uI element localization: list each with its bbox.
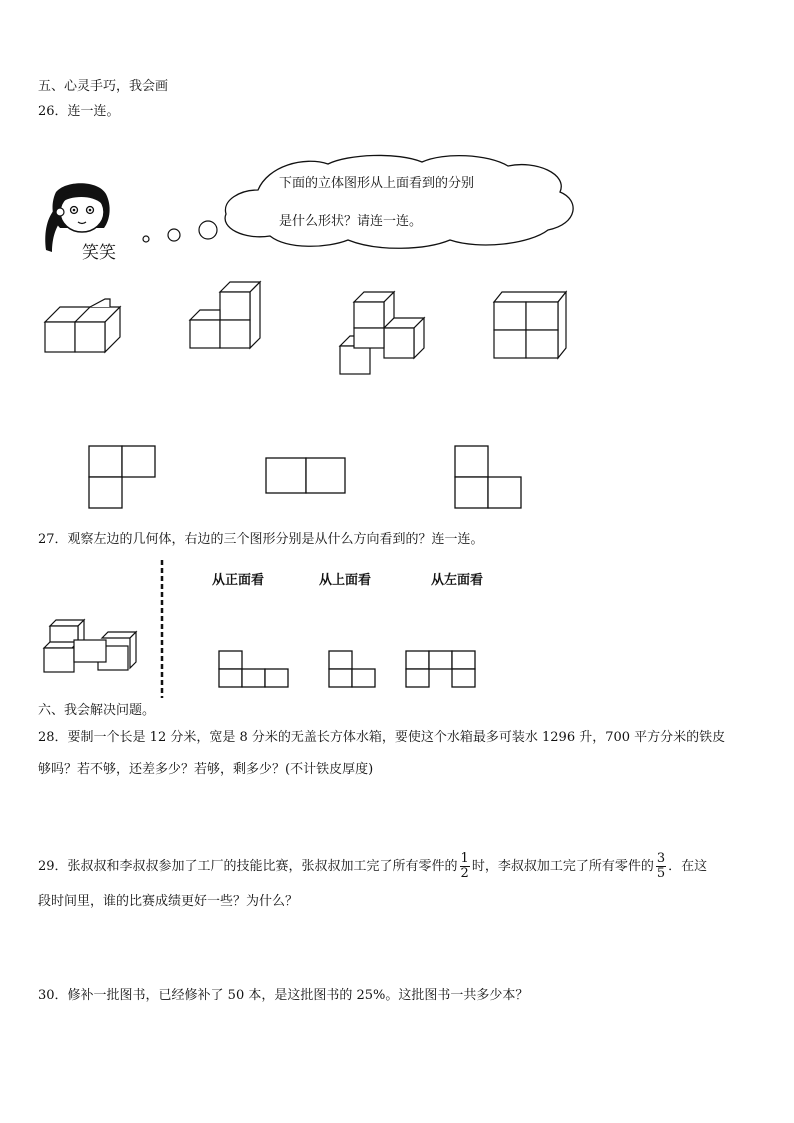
q27-view-shape-2 (328, 650, 378, 690)
view-label-left: 从左面看 (431, 573, 484, 588)
top-view-shape-1 (88, 445, 158, 509)
section-5-title: 五、心灵手巧，我会画 (38, 79, 169, 94)
question-30-text: 30．修补一批图书，已经修补了 50 本，是这批图书的 25%。这批图书一共多少本？ (38, 988, 529, 1003)
section-6-title: 六、我会解决问题。 (38, 703, 156, 718)
question-26-label: 26．连一连。 (38, 104, 120, 119)
solid-figure-3 (336, 288, 432, 378)
cloud-speech-bubble (218, 152, 580, 252)
fraction-three-fifths: $\frac{3}{5}$ (656, 851, 666, 881)
question-29-text-part-2: 时，李叔叔加工完了所有零件的 (471, 859, 654, 874)
question-29-line-1 (38, 848, 707, 886)
speech-line-2: 是什么形状？请连一连。 (279, 214, 423, 229)
dashed-divider (160, 560, 164, 698)
question-29-text-part-3: ．在这 (668, 859, 708, 874)
question-29-line-2: 段时间里，谁的比赛成绩更好一些？为什么？ (38, 894, 299, 909)
view-label-front: 从正面看 (212, 573, 265, 588)
q27-view-shape-1 (218, 650, 290, 690)
fraction-one-half: $\frac{1}{2}$ (460, 851, 469, 881)
question-28-line-2: 够吗？若不够，还差多少？若够，剩多少？(不计铁皮厚度) (38, 762, 374, 777)
thought-bubbles (138, 218, 222, 248)
character-name: 笑笑 (82, 243, 116, 263)
solid-figure-4 (490, 288, 572, 362)
solid-figure-2 (186, 278, 268, 354)
solid-figure-1 (40, 294, 128, 356)
view-label-top: 从上面看 (319, 573, 372, 588)
question-27-label: 27．观察左边的几何体，右边的三个图形分别是从什么方向看到的？连一连。 (38, 532, 484, 547)
top-view-shape-3 (454, 445, 524, 509)
question-29-text-part-1: 29．张叔叔和李叔叔参加了工厂的技能比赛，张叔叔加工完了所有零件的 (38, 859, 458, 874)
question-28-line-1: 28．要制一个长是 12 分米，宽是 8 分米的无盖长方体水箱，要使这个水箱最多可装水 1296 升，700 平方分米的铁皮 (38, 730, 726, 745)
top-view-shape-2 (265, 457, 347, 495)
q27-view-shape-3 (405, 650, 477, 690)
speech-line-1: 下面的立体图形从上面看到的分别 (279, 176, 475, 191)
q27-solid-figure (40, 618, 142, 678)
